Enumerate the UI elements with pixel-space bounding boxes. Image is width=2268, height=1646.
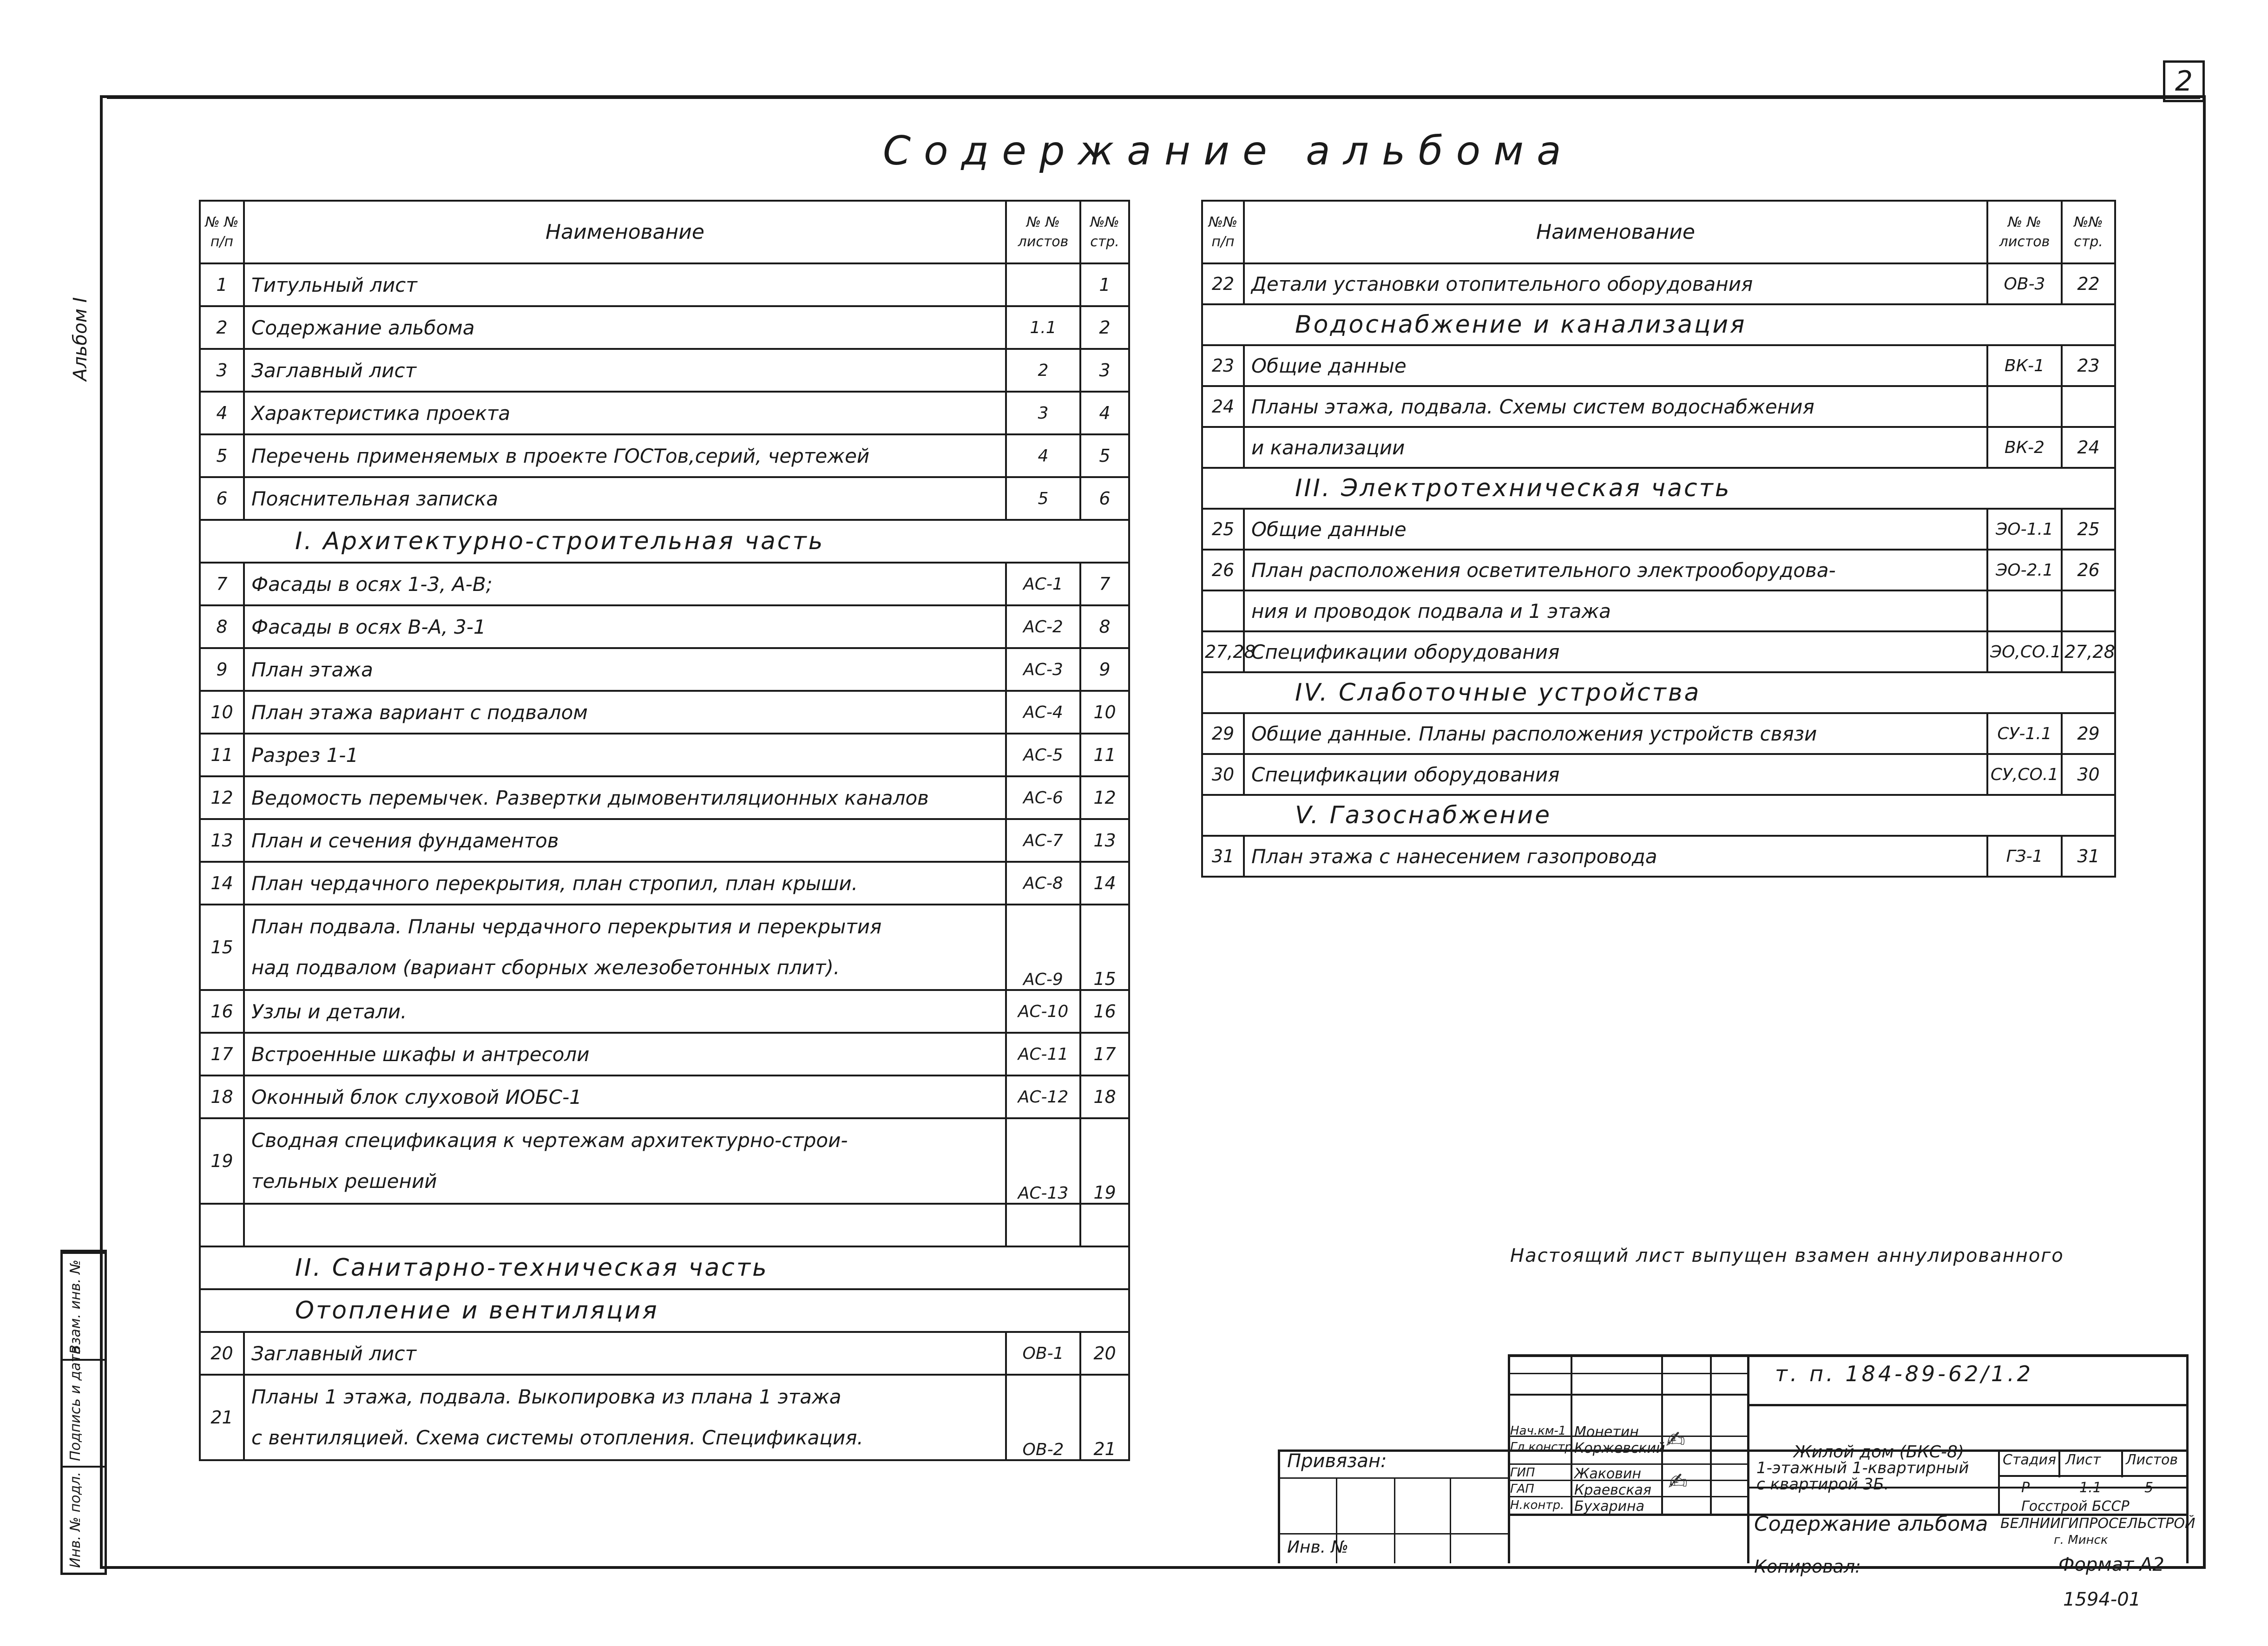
row-title-line-2: тельных решений: [251, 1170, 437, 1193]
role-3: ГИП: [1510, 1466, 1535, 1480]
section-spacer: [1202, 672, 1244, 713]
row-page: 13: [1080, 819, 1129, 862]
row-title: [244, 905, 1006, 990]
empty-cell: [1080, 1204, 1129, 1246]
stage-value: Р: [2021, 1480, 2030, 1496]
row-number: 8: [200, 605, 244, 648]
table-row: [200, 392, 1129, 434]
row-page: 9: [1080, 648, 1129, 691]
section-spacer: [200, 1246, 244, 1289]
row-page: 4: [1080, 392, 1129, 434]
table-header-row: [1202, 201, 2115, 263]
row-title-line-2: над подвалом (вариант сборных железобетонных плит).: [251, 956, 840, 979]
table-row: [1202, 509, 2115, 550]
empty-cell: [244, 1204, 1006, 1246]
row-page: 17: [1080, 1033, 1129, 1075]
row-number: 30: [1202, 754, 1244, 795]
row-sheet-code: АС-1: [1006, 563, 1080, 605]
sheet-title: Содержание альбома: [1754, 1512, 1988, 1536]
row-page: 23: [2062, 345, 2115, 386]
row-page: 31: [2062, 836, 2115, 877]
row-number: 10: [200, 691, 244, 734]
header-num: № № п/п: [200, 201, 244, 263]
row-sheet-code: АС-12: [1006, 1075, 1080, 1118]
empty-cell: [200, 1204, 244, 1246]
row-title: Спецификации оборудования: [1244, 754, 1987, 795]
row-title: Фасады в осях В-А, 3-1: [244, 605, 1006, 648]
row-page: 24: [2062, 427, 2115, 468]
table-row: [200, 1375, 1129, 1460]
signature-marks-2: ✍: [1668, 1468, 1688, 1495]
row-page: 22: [2062, 263, 2115, 304]
table-row: [200, 1033, 1129, 1075]
row-title: Заглавный лист: [244, 1332, 1006, 1375]
row-page: 1: [1080, 263, 1129, 306]
section-spacer: [200, 1289, 244, 1332]
row-sheet-code: [1987, 590, 2062, 631]
header-name: Наименование: [1244, 201, 1987, 263]
row-title: ния и проводок подвала и 1 этажа: [1244, 590, 1987, 631]
row-number: 25: [1202, 509, 1244, 550]
section-row: [200, 1289, 1129, 1332]
row-title: Содержание альбома: [244, 306, 1006, 349]
row-page: 19: [1080, 1118, 1129, 1204]
section-title: V. Газоснабжение: [1244, 795, 2115, 836]
table-row: [200, 648, 1129, 691]
section-row: [1202, 468, 2115, 509]
row-sheet-code: АС-11: [1006, 1033, 1080, 1075]
row-sheet-code: АС-7: [1006, 819, 1080, 862]
row-number: 18: [200, 1075, 244, 1118]
object-line-3: с квартирой 3Б.: [1756, 1475, 1889, 1494]
row-sheet-code: ВК-2: [1987, 427, 2062, 468]
stage-header: Стадия: [2003, 1452, 2057, 1468]
signature-marks: ✍: [1666, 1426, 1685, 1453]
table-row: [1202, 550, 2115, 590]
table-row: [200, 1118, 1129, 1204]
row-sheet-code: АС-2: [1006, 605, 1080, 648]
section-row: [200, 520, 1129, 563]
row-title-line-1: План подвала. Планы чердачного перекрытия и перекрытия: [251, 915, 882, 938]
section-title: Отопление и вентиляция: [244, 1289, 1129, 1332]
row-number: 14: [200, 862, 244, 905]
section-title: I. Архитектурно-строительная часть: [244, 520, 1129, 563]
name-2: Коржевский: [1574, 1440, 1665, 1456]
row-sheet-code: ОВ-2: [1006, 1375, 1080, 1460]
table-row: [200, 862, 1129, 905]
row-page: 10: [1080, 691, 1129, 734]
signature-strip: [60, 1250, 107, 1575]
role-2: Гл.констр.: [1510, 1440, 1577, 1454]
name-3: Жаковин: [1574, 1466, 1641, 1482]
row-title: Оконный блок слуховой ИОБС-1: [244, 1075, 1006, 1118]
section-row: [1202, 672, 2115, 713]
role-1: Нач.км-1: [1510, 1424, 1566, 1438]
row-page: 2: [1080, 306, 1129, 349]
row-title: План этажа вариант с подвалом: [244, 691, 1006, 734]
page-title: Содержание альбома: [883, 128, 1574, 174]
table-row: [1202, 386, 2115, 427]
header-sheets: № № листов: [1987, 201, 2062, 263]
row-number: 22: [1202, 263, 1244, 304]
name-1: Монетин: [1574, 1424, 1639, 1440]
row-number: 21: [200, 1375, 244, 1460]
table-row: [200, 477, 1129, 520]
row-sheet-code: СУ-1.1: [1987, 713, 2062, 754]
row-page: 5: [1080, 434, 1129, 477]
row-sheet-code: 2: [1006, 349, 1080, 392]
row-title: Характеристика проекта: [244, 392, 1006, 434]
row-number: 20: [200, 1332, 244, 1375]
table-row: [200, 905, 1129, 990]
row-page: 26: [2062, 550, 2115, 590]
row-number: 29: [1202, 713, 1244, 754]
row-page: 7: [1080, 563, 1129, 605]
section-row: [1202, 795, 2115, 836]
table-row: [1202, 345, 2115, 386]
row-number: 19: [200, 1118, 244, 1204]
row-page: 20: [1080, 1332, 1129, 1375]
row-page: [2062, 386, 2115, 427]
row-number: [1202, 590, 1244, 631]
section-row: [200, 1246, 1129, 1289]
section-row: [1202, 304, 2115, 345]
table-row: [1202, 263, 2115, 304]
row-title: Общие данные. Планы расположения устройств связи: [1244, 713, 1987, 754]
sheets-header: Листов: [2126, 1452, 2178, 1468]
row-title: Перечень применяемых в проекте ГОСТов,серий, чертежей: [244, 434, 1006, 477]
row-title: Титульный лист: [244, 263, 1006, 306]
row-page: 18: [1080, 1075, 1129, 1118]
table-row: [1202, 713, 2115, 754]
strip-label-replace: Взам. инв. №: [67, 1259, 84, 1354]
sheets-value: 5: [2144, 1480, 2154, 1496]
row-sheet-code: АС-10: [1006, 990, 1080, 1033]
table-row: [200, 605, 1129, 648]
album-label: Альбом I: [70, 297, 91, 381]
row-sheet-code: 4: [1006, 434, 1080, 477]
row-page: 30: [2062, 754, 2115, 795]
contents-table-right: [1201, 200, 2116, 878]
section-title: IV. Слаботочные устройства: [1244, 672, 2115, 713]
inventory-label: Инв. №: [1287, 1538, 1349, 1557]
table-row: [200, 563, 1129, 605]
role-5: Н.контр.: [1510, 1498, 1565, 1512]
table-row: [200, 434, 1129, 477]
row-sheet-code: АС-9: [1006, 905, 1080, 990]
row-sheet-code: 3: [1006, 392, 1080, 434]
row-title: Пояснительная записка: [244, 477, 1006, 520]
row-title: Разрез 1-1: [244, 734, 1006, 776]
row-title: Встроенные шкафы и антресоли: [244, 1033, 1006, 1075]
row-title: Общие данные: [1244, 509, 1987, 550]
org-line-3: г. Минск: [2054, 1533, 2108, 1547]
row-number: 5: [200, 434, 244, 477]
row-sheet-code: АС-5: [1006, 734, 1080, 776]
row-number: [1202, 427, 1244, 468]
row-title: [244, 1118, 1006, 1204]
row-title: и канализации: [1244, 427, 1987, 468]
row-page: 25: [2062, 509, 2115, 550]
section-spacer: [1202, 795, 1244, 836]
row-sheet-code: ЭО-2.1: [1987, 550, 2062, 590]
row-number: 9: [200, 648, 244, 691]
row-sheet-code: 5: [1006, 477, 1080, 520]
row-number: 26: [1202, 550, 1244, 590]
row-title-line-2: с вентиляцией. Схема системы отопления. Спецификация.: [251, 1426, 863, 1449]
row-title: План этажа: [244, 648, 1006, 691]
empty-row: [200, 1204, 1129, 1246]
row-title: Планы этажа, подвала. Схемы систем водоснабжения: [1244, 386, 1987, 427]
row-number: 24: [1202, 386, 1244, 427]
table-row: [200, 263, 1129, 306]
row-number: 17: [200, 1033, 244, 1075]
table-row: [200, 691, 1129, 734]
strip-label-sign: Подпись и дата: [67, 1345, 84, 1461]
row-title: План расположения осветительного электрооборудова-: [1244, 550, 1987, 590]
copied-label: Копировал:: [1754, 1556, 1861, 1577]
table-row: [200, 776, 1129, 819]
section-spacer: [1202, 304, 1244, 345]
row-sheet-code: ОВ-1: [1006, 1332, 1080, 1375]
project-code: т. п. 184-89-62/1.2: [1775, 1361, 2034, 1386]
document-stamp: 1594-01: [2063, 1589, 2141, 1610]
row-page: 8: [1080, 605, 1129, 648]
section-title: II. Санитарно-техническая часть: [244, 1246, 1129, 1289]
role-4: ГАП: [1510, 1482, 1534, 1496]
row-title: Фасады в осях 1-3, А-В;: [244, 563, 1006, 605]
row-number: 31: [1202, 836, 1244, 877]
row-sheet-code: [1987, 386, 2062, 427]
sheet-number: 2: [2163, 60, 2205, 102]
row-title: Узлы и детали.: [244, 990, 1006, 1033]
name-4: Краевская: [1574, 1482, 1651, 1498]
header-name: Наименование: [244, 201, 1006, 263]
row-number: 11: [200, 734, 244, 776]
row-title: [244, 1375, 1006, 1460]
table-row: [200, 1332, 1129, 1375]
row-title: План чердачного перекрытия, план стропил, план крыши.: [244, 862, 1006, 905]
row-sheet-code: ЭО-1.1: [1987, 509, 2062, 550]
section-spacer: [1202, 468, 1244, 509]
row-title-line-1: Планы 1 этажа, подвала. Выкопировка из плана 1 этажа: [251, 1385, 841, 1408]
row-page: 14: [1080, 862, 1129, 905]
table-row: [1202, 836, 2115, 877]
sheet-header: Лист: [2065, 1452, 2101, 1468]
row-title: Заглавный лист: [244, 349, 1006, 392]
row-number: 1: [200, 263, 244, 306]
row-number: 7: [200, 563, 244, 605]
row-title: Общие данные: [1244, 345, 1987, 386]
row-page: 15: [1080, 905, 1129, 990]
row-sheet-code: [1006, 263, 1080, 306]
org-line-1: Госстрой БССР: [2021, 1498, 2130, 1515]
table-row: [200, 819, 1129, 862]
object-line-2: 1-этажный 1-квартирный: [1756, 1459, 1969, 1477]
replacement-note: Настоящий лист выпущен взамен аннулированного: [1510, 1245, 2064, 1266]
table-row: [1202, 590, 2115, 631]
row-sheet-code: ЭО,СО.1: [1987, 631, 2062, 672]
row-sheet-code: СУ,СО.1: [1987, 754, 2062, 795]
row-page: 6: [1080, 477, 1129, 520]
row-page: 27,28: [2062, 631, 2115, 672]
section-spacer: [200, 520, 244, 563]
row-title: Спецификации оборудования: [1244, 631, 1987, 672]
row-sheet-code: ВК-1: [1987, 345, 2062, 386]
row-number: 6: [200, 477, 244, 520]
row-page: 16: [1080, 990, 1129, 1033]
privyazan-label: Привязан:: [1287, 1450, 1387, 1472]
header-sheets: № № листов: [1006, 201, 1080, 263]
row-title: План этажа с нанесением газопровода: [1244, 836, 1987, 877]
row-number: 12: [200, 776, 244, 819]
row-sheet-code: АС-6: [1006, 776, 1080, 819]
table-row: [200, 734, 1129, 776]
row-number: 4: [200, 392, 244, 434]
contents-table-left: [199, 200, 1130, 1461]
header-num: №№ п/п: [1202, 201, 1244, 263]
name-5: Бухарина: [1574, 1498, 1645, 1515]
row-page: 11: [1080, 734, 1129, 776]
table-row: [1202, 631, 2115, 672]
strip-label-inv: Инв. № подл.: [67, 1472, 84, 1568]
row-number: 3: [200, 349, 244, 392]
row-page: 21: [1080, 1375, 1129, 1460]
row-page: 29: [2062, 713, 2115, 754]
row-sheet-code: ОВ-3: [1987, 263, 2062, 304]
table-header-row: [200, 201, 1129, 263]
top-rule: [107, 95, 2200, 99]
row-sheet-code: АС-13: [1006, 1118, 1080, 1204]
row-title: Ведомость перемычек. Развертки дымовентиляционных каналов: [244, 776, 1006, 819]
row-page: 3: [1080, 349, 1129, 392]
header-page: №№ стр.: [2062, 201, 2115, 263]
row-number: 16: [200, 990, 244, 1033]
table-row: [1202, 427, 2115, 468]
table-row: [1202, 754, 2115, 795]
row-page: 12: [1080, 776, 1129, 819]
row-number: 2: [200, 306, 244, 349]
row-sheet-code: АС-4: [1006, 691, 1080, 734]
row-number: 23: [1202, 345, 1244, 386]
row-title: План и сечения фундаментов: [244, 819, 1006, 862]
section-title: III. Электротехническая часть: [1244, 468, 2115, 509]
section-title: Водоснабжение и канализация: [1244, 304, 2115, 345]
row-sheet-code: 1.1: [1006, 306, 1080, 349]
org-line-2: БЕЛНИИГИПРОСЕЛЬСТРОЙ: [2000, 1515, 2196, 1532]
empty-cell: [1006, 1204, 1080, 1246]
table-row: [200, 306, 1129, 349]
row-page: [2062, 590, 2115, 631]
row-number: 27,28: [1202, 631, 1244, 672]
row-number: 15: [200, 905, 244, 990]
row-sheet-code: АС-3: [1006, 648, 1080, 691]
row-title: Детали установки отопительного оборудования: [1244, 263, 1987, 304]
table-row: [200, 990, 1129, 1033]
object-line-1: Жилой дом (БКС-8): [1794, 1443, 1964, 1462]
header-page: №№ стр.: [1080, 201, 1129, 263]
row-sheet-code: ГЗ-1: [1987, 836, 2062, 877]
row-title-line-1: Сводная спецификация к чертежам архитектурно-строи-: [251, 1129, 848, 1152]
table-row: [200, 349, 1129, 392]
sheet-value: 1.1: [2079, 1480, 2102, 1496]
table-row: [200, 1075, 1129, 1118]
row-number: 13: [200, 819, 244, 862]
row-sheet-code: АС-8: [1006, 862, 1080, 905]
format-label: Формат А2: [2058, 1554, 2164, 1575]
